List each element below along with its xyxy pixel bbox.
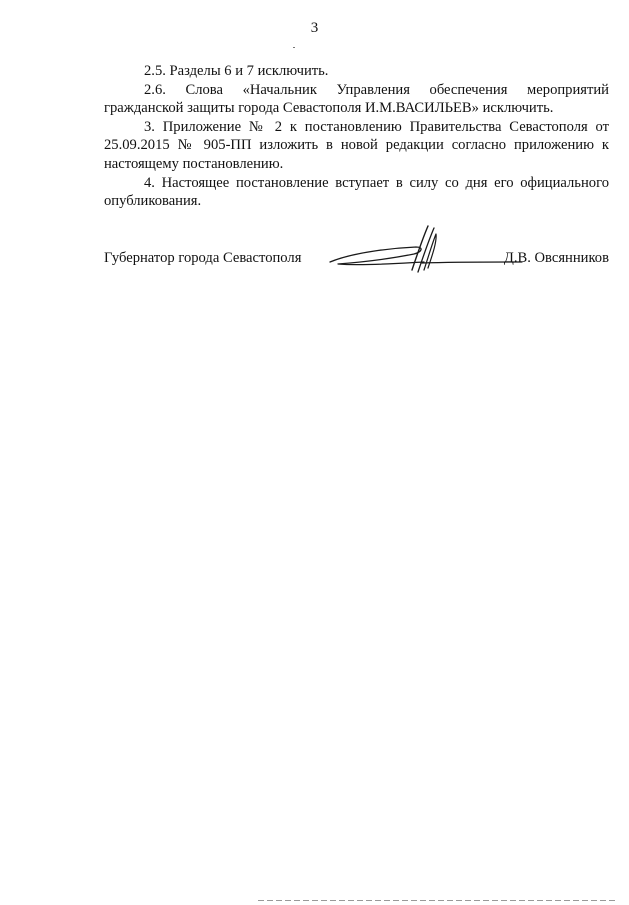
paragraph-3: 3. Приложение № 2 к постановлению Правительства Севастополя от 25.09.2015 № 905-ПП изложить в новой редакции согласно приложению к настоящему постановлению. [104,118,609,172]
scan-edge-artifact [258,900,618,901]
document-body [104,62,609,211]
signature-block [104,250,609,280]
scan-artifact [293,47,295,48]
paragraph-2-5: 2.5. Разделы 6 и 7 исключить. [144,63,329,79]
signatory-name: Д.В. Овсянников [503,250,609,266]
page-number: 3 [310,20,319,36]
paragraph-4: 4. Настоящее постановление вступает в силу со дня его официального опубликования. [104,174,609,210]
signatory-title: Губернатор города Севастополя [104,250,302,266]
paragraph-2-6: 2.6. Слова «Начальник Управления обеспечения мероприятий гражданской защиты города Севастополя И.М.ВАСИЛЬЕВ» исключить. [104,81,609,117]
handwritten-signature-icon [324,222,524,278]
